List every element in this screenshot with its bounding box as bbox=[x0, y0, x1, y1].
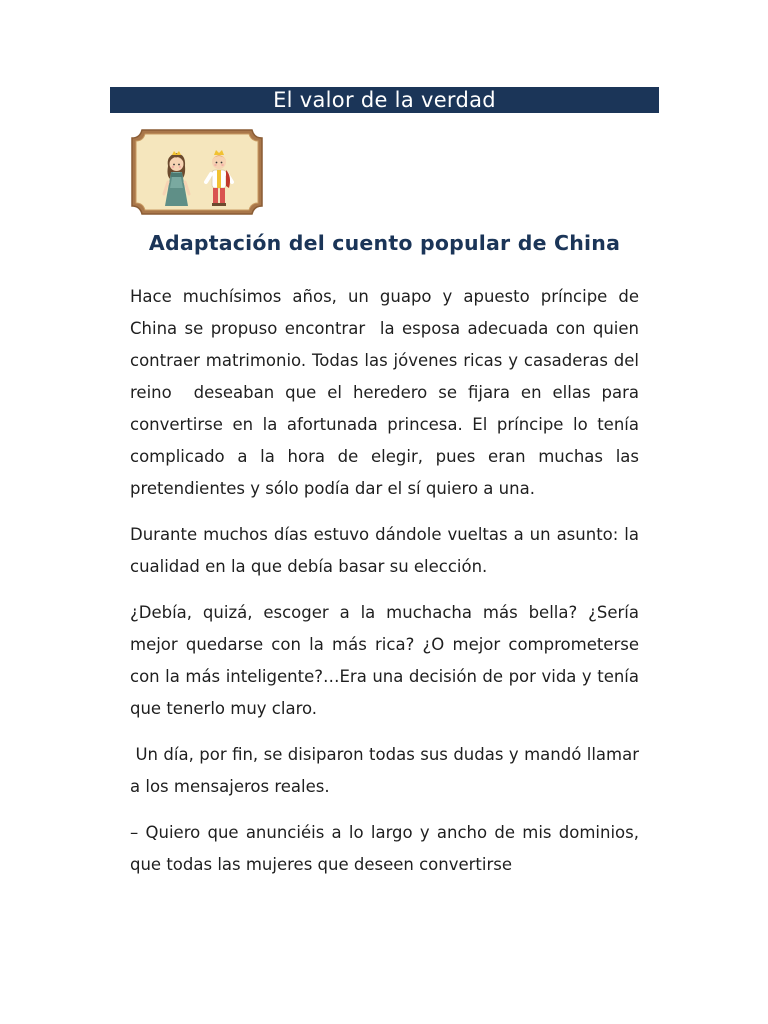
story-body bbox=[130, 281, 645, 895]
document-subtitle: Adaptación del cuento popular de China bbox=[148, 231, 621, 255]
paragraph: – Quiero que anunciéis a lo largo y ancho de mis dominios, que todas las mujeres que deseen convertirse bbox=[130, 823, 645, 874]
prince-princess-illustration-icon bbox=[128, 126, 266, 218]
paragraph: Un día, por fin, se disiparon todas sus dudas y mandó llamar a los mensajeros reales. bbox=[130, 745, 645, 796]
paragraph: Durante muchos días estuvo dándole vueltas a un asunto: la cualidad en la que debía basar su elección. bbox=[130, 525, 645, 576]
document-title: El valor de la verdad bbox=[110, 87, 659, 113]
paragraph: ¿Debía, quizá, escoger a la muchacha más bella? ¿Sería mejor quedarse con la más rica? ¿O mejor comprometerse con la más inteligente?…Era una decisión de por vida y tenía que tenerlo muy claro. bbox=[130, 603, 645, 718]
paragraph: Hace muchísimos años, un guapo y apuesto príncipe de China se propuso encontrar la esposa adecuada con quien contraer matrimonio. Todas las jóvenes ricas y casaderas del reino deseaban que el heredero se fijara en ellas para convertirse en la afortunada princesa. El príncipe lo tenía complicado a la hora de elegir, pues eran muchas las pretendientes y sólo podía dar el sí quiero a una. bbox=[130, 287, 645, 498]
